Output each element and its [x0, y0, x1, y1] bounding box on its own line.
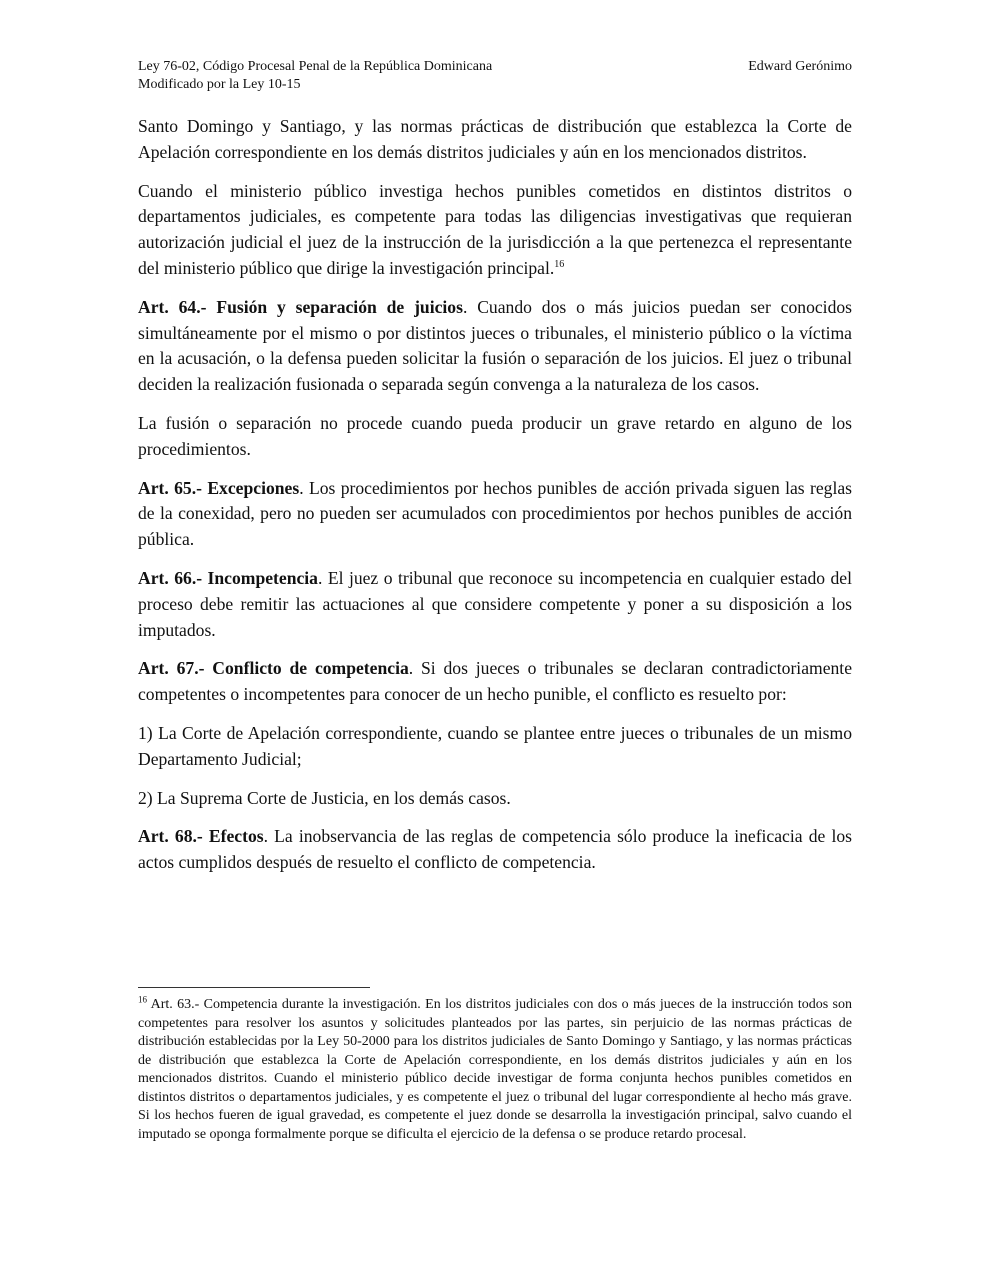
footnote-text: Art. 63.- Competencia durante la investigación. En los distritos judiciales con dos o más jueces de la instrucción todos son competentes para resolver los asuntos y solicitudes planteados por las partes, sin perjuicio de las normas prácticas de distribución establecidas por la Ley 50-2000 para los distritos judiciales de Santo Domingo y Santiago, y las normas prácticas de distribución que establezca la Corte de Apelación correspondiente, en los demás distritos judiciales y aún en los mencionados distritos. Cuando el ministerio público decide investigar de forma conjunta hechos punibles cometidos en distintos distritos o departamentos judiciales, y es competente el juez o tribunal del lugar correspondiente al hecho más grave. Si los hechos fueren de igual gravedad, es competente el juez donde se desarrolla la investigación principal, salvo cuando el imputado se oponga formalmente porque se dificulta el ejercicio de la defensa o se produce retardo procesal.	[138, 997, 852, 1142]
article-heading: Art. 67.- Conflicto de competencia	[138, 658, 409, 679]
article-heading: Art. 66.- Incompetencia	[138, 567, 318, 588]
footnote	[138, 996, 852, 1144]
paragraph-text: Cuando el ministerio público investiga hechos punibles cometidos en distintos distritos o departamentos judiciales, es competente para todas las diligencias investigativas que requieran autorización judicial el juez de la instrucción de la jurisdicción a la que pertenezca el representante del ministerio público que dirige la investigación principal.	[138, 180, 852, 278]
paragraph	[138, 179, 852, 282]
article-67	[138, 656, 852, 708]
article-heading: Art. 64.- Fusión y separación de juicios	[138, 296, 463, 317]
paragraph-text: Santo Domingo y Santiago, y las normas prácticas de distribución que establezca la Corte de Apelación correspondiente en los demás distritos judiciales y aún en los mencionados distritos.	[138, 116, 852, 162]
header-title-line-2: Modificado por la Ley 10-15	[138, 77, 301, 92]
article-65	[138, 476, 852, 553]
footnote-reference[interactable]: 16	[554, 259, 565, 271]
header-title-line-1: Ley 76-02, Código Procesal Penal de la República Dominicana	[138, 59, 493, 74]
article-text: . Si dos jueces o tribunales se declaran contradictoriamente competentes o incompetentes para conocer de un hecho punible, el conflicto es resuelto por:	[138, 658, 852, 705]
list-item-text: 2) La Suprema Corte de Justicia, en los demás casos.	[138, 787, 511, 808]
footnote-number: 16	[138, 994, 147, 1005]
list-item-text: 1) La Corte de Apelación correspondiente, cuando se plantee entre jueces o tribunales de un mismo Departamento Judicial;	[138, 722, 852, 769]
article-text: . La inobservancia de las reglas de competencia sólo produce la ineficacia de los actos cumplidos después de resuelto el conflicto de competencia.	[138, 826, 852, 873]
article-text: . Cuando dos o más juicios puedan ser conocidos simultáneamente por el mismo o por distintos jueces o tribunales, el ministerio público o la víctima en la acusación, o la defensa pueden solicitar la fusión o separación de los juicios. El juez o tribunal deciden la realización fusionada o separada según convenga a la naturaleza de los casos.	[138, 296, 853, 395]
article-66	[138, 566, 852, 643]
body-text	[138, 114, 852, 889]
header-author: Edward Gerónimo	[748, 59, 852, 74]
paragraph	[138, 411, 852, 463]
article-heading: Art. 68.- Efectos	[138, 826, 264, 847]
article-68	[138, 824, 852, 876]
footnote-separator	[138, 987, 370, 988]
article-64	[138, 295, 852, 398]
paragraph-text: La fusión o separación no procede cuando pueda producir un grave retardo en alguno de los procedimientos.	[138, 412, 852, 459]
page-header	[138, 58, 852, 94]
list-item	[138, 786, 852, 812]
article-text: . Los procedimientos por hechos punibles de acción privada siguen las reglas de la conexidad, pero no pueden ser acumulados con procedimientos por hechos punibles de acción pública.	[138, 477, 852, 550]
article-heading: Art. 65.- Excepciones	[138, 477, 300, 498]
article-text: . El juez o tribunal que reconoce su incompetencia en cualquier estado del proceso debe remitir las actuaciones al que considere competente y poner a su disposición a los imputados.	[138, 567, 852, 640]
list-item	[138, 721, 852, 773]
paragraph	[138, 114, 852, 166]
